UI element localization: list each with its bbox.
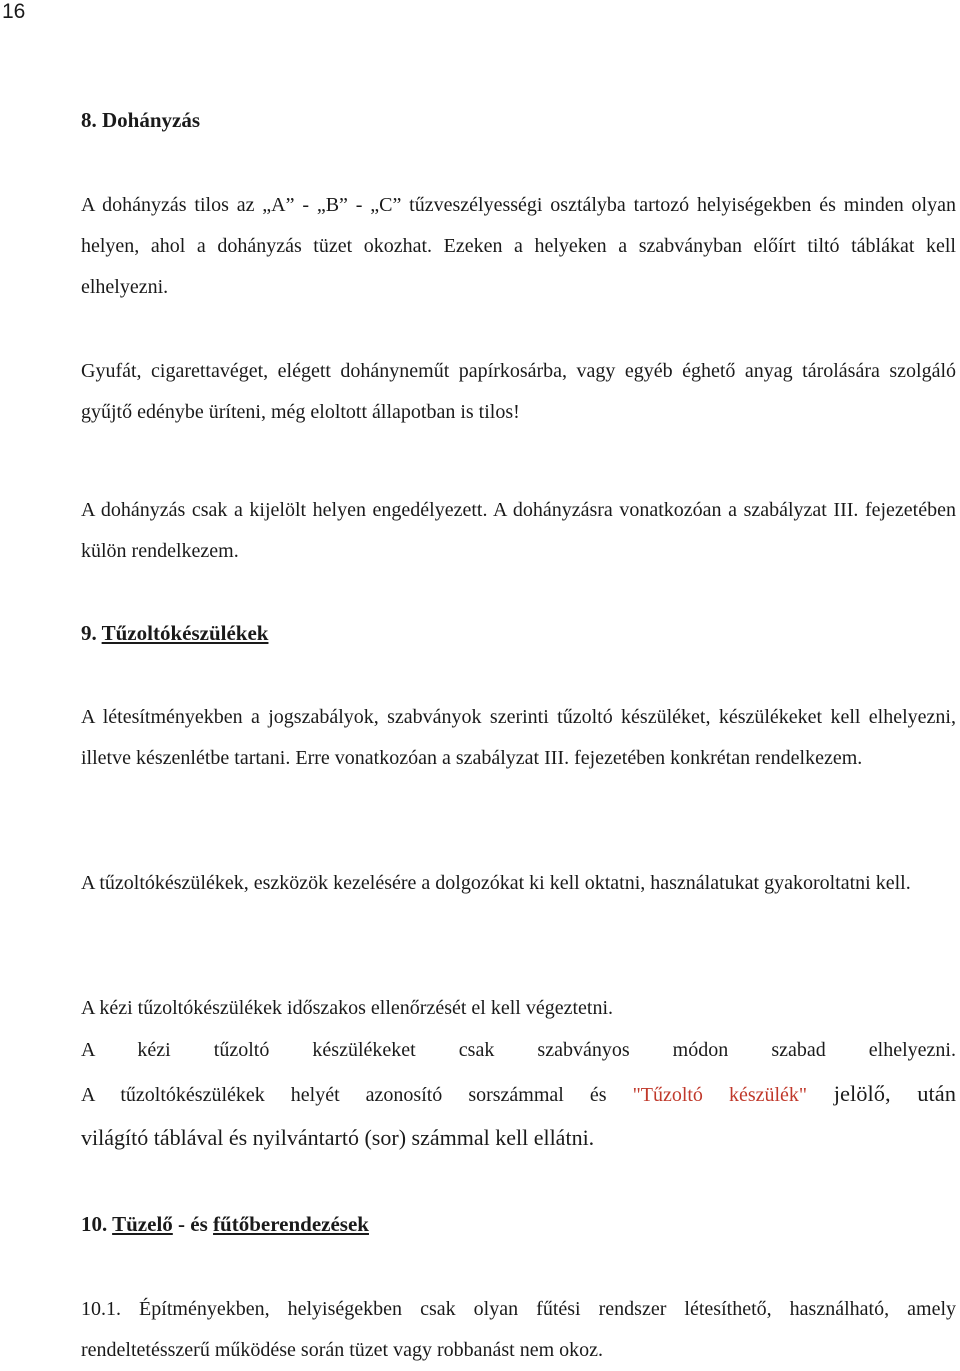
fire-extinguisher-label-text: "Tűzoltó készülék" — [632, 1084, 808, 1106]
section-9-paragraph-5-line-1 — [81, 1073, 956, 1116]
section-9-title: Tűzoltókészülékek — [101, 621, 269, 645]
section-9-number: 9. — [81, 621, 97, 645]
section-9-paragraph-1: A létesítményekben a jogszabályok, szabványok szerinti tűzoltó készüléket, készülékeket kell elhelyezni, illetve készenlétbe tartani. Erre vonatkozóan a szabályzat III. fejezetében konkrétan rendelkezem. — [81, 706, 956, 769]
section-8-heading: 8. Dohányzás — [81, 108, 201, 132]
section-8-paragraph-3: A dohányzás csak a kijelölt helyen engedélyezett. A dohányzásra vonatkozóan a szabályzat III. fejezetében külön rendelkezem. — [81, 499, 956, 562]
p5-text-b: jelölő, után — [807, 1081, 956, 1106]
section-9-paragraph-5 — [81, 1073, 956, 1160]
section-10-title-part-2: - és — [172, 1212, 214, 1236]
section-9-paragraph-5-line-2: világító táblával és nyilvántartó (sor) számmal kell ellátni. — [81, 1125, 595, 1150]
section-10-number: 10. — [81, 1212, 108, 1236]
section-9-paragraph-3: A kézi tűzoltókészülékek időszakos ellenőrzését el kell végeztetni. — [81, 997, 614, 1019]
section-9-paragraph-2: A tűzoltókészülékek, eszközök kezelésére a dolgozókat ki kell oktatni, használatukat gyakoroltatni kell. — [81, 872, 911, 894]
p5-text-a: A tűzoltókészülékek helyét azonosító sorszámmal és — [81, 1084, 633, 1106]
section-10-paragraph-1: 10.1. Építményekben, helyiségekben csak olyan fűtési rendszer létesíthető, használható, amely rendeltetésszerű működése során tüzet vagy robbanást nem okoz. — [81, 1298, 956, 1361]
section-9-heading — [81, 621, 268, 646]
page-number: 16 — [2, 0, 26, 23]
section-10-heading — [81, 1212, 369, 1237]
section-9-paragraph-4: A kézi tűzoltó készülékeket csak szabványos módon szabad elhelyezni. — [81, 1039, 956, 1061]
section-10-title-part-1: Tüzelő — [112, 1212, 173, 1236]
section-8-paragraph-2: Gyufát, cigarettavéget, elégett dohányneműt papírkosárba, vagy egyéb éghető anyag tárolására szolgáló gyűjtő edénybe üríteni, még eloltott állapotban is tilos! — [81, 360, 956, 423]
section-8-paragraph-1: A dohányzás tilos az „A” - „B” - „C” tűzveszélyességi osztályba tartozó helyiségekben és minden olyan helyen, ahol a dohányzás tüzet okozhat. Ezeken a helyeken a szabványban előírt tiltó táblákat kell elhelyezni. — [81, 194, 956, 298]
section-10-title-part-3: fűtőberendezések — [213, 1212, 369, 1236]
